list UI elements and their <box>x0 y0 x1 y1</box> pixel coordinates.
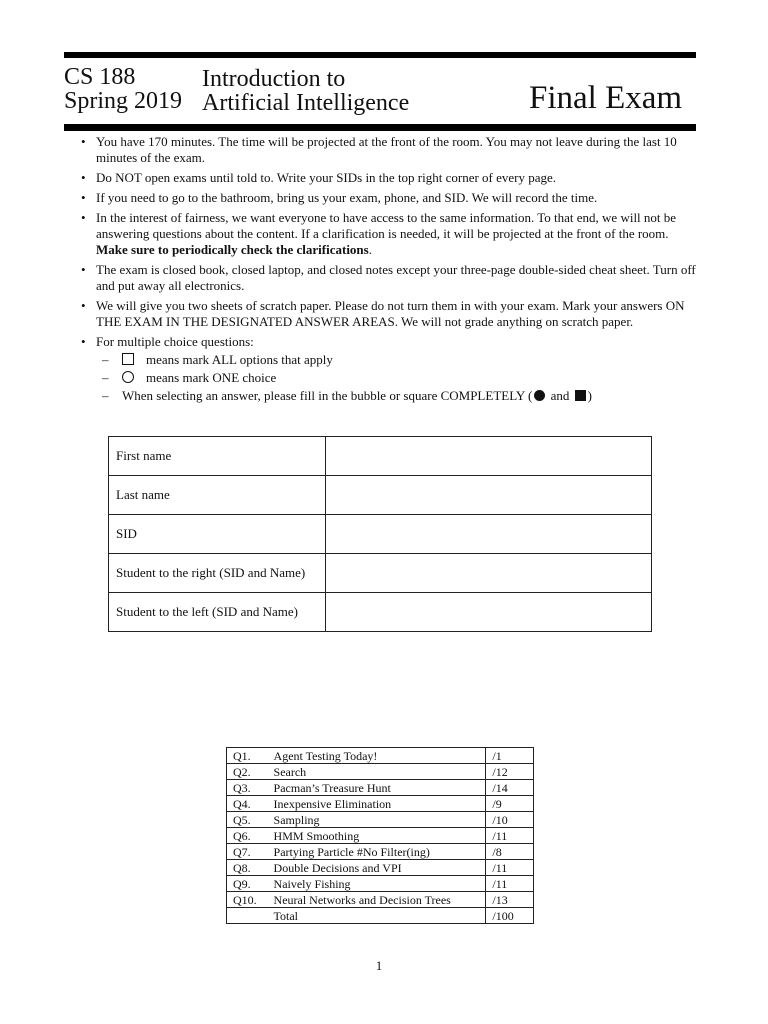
square-rule-text: means mark ALL options that apply <box>146 352 333 367</box>
table-row <box>227 876 534 892</box>
score-table <box>226 747 534 924</box>
question-points: /11 <box>486 860 534 876</box>
fill-rule-and: and <box>550 388 570 403</box>
question-title: Agent Testing Today! <box>273 748 378 763</box>
student-left-field[interactable] <box>326 593 652 632</box>
mc-circle-rule <box>96 370 698 386</box>
clarifications-emphasis: Make sure to periodically check the clarifications <box>96 242 369 257</box>
question-title: Search <box>273 764 307 779</box>
dash: – <box>102 352 109 367</box>
table-row <box>227 812 534 828</box>
header-rule-top <box>64 52 696 58</box>
filled-square-icon <box>575 390 586 401</box>
table-row <box>109 476 652 515</box>
circle-rule-text: means mark ONE choice <box>146 370 277 385</box>
question-points: /10 <box>486 812 534 828</box>
instruction-item: • Do NOT open exams until told to. Write your SIDs in the top right corner of every page. <box>80 170 698 186</box>
table-row <box>109 593 652 632</box>
question-number: Q1. <box>227 748 268 764</box>
question-number: Q5. <box>227 812 268 828</box>
instruction-item: • We will give you two sheets of scratch paper. Please do not turn them in with your exam. Mark your answers ON THE EXAM IN THE DESIGNATED ANSWER AREAS. We will not grade anything on scratch paper. <box>80 298 698 330</box>
question-number: Q2. <box>227 764 268 780</box>
question-title: HMM Smoothing <box>273 828 360 843</box>
question-number: Q9. <box>227 876 268 892</box>
question-points: /11 <box>486 876 534 892</box>
last-name-label: Last name <box>109 476 326 515</box>
student-right-field[interactable] <box>326 554 652 593</box>
dash: – <box>102 370 109 385</box>
table-row <box>227 764 534 780</box>
instruction-item: • If you need to go to the bathroom, bring us your exam, phone, and SID. We will record the time. <box>80 190 698 206</box>
instruction-item-multiple-choice <box>80 334 698 404</box>
table-row <box>227 844 534 860</box>
course-subject-line2: Artificial Intelligence <box>202 90 410 116</box>
course-number: CS 188 <box>64 64 136 90</box>
question-number: Q7. <box>227 844 268 860</box>
course-subject-line1: Introduction to <box>202 66 346 92</box>
sid-field[interactable] <box>326 515 652 554</box>
question-title: Inexpensive Elimination <box>273 796 392 811</box>
question-points: /14 <box>486 780 534 796</box>
question-points: /12 <box>486 764 534 780</box>
table-row <box>227 892 534 908</box>
first-name-field[interactable] <box>326 437 652 476</box>
question-points: /11 <box>486 828 534 844</box>
fairness-text: In the interest of fairness, we want everyone to have access to the same information. To that end, we will not be answering questions about the content. If a clarification is needed, it will be projected at the front of the room. <box>96 210 677 241</box>
total-label: Total <box>273 908 299 923</box>
question-title: Neural Networks and Decision Trees <box>273 892 451 907</box>
question-title: Pacman’s Treasure Hunt <box>273 780 391 795</box>
empty-square-icon <box>122 353 134 365</box>
empty-circle-icon <box>122 371 134 383</box>
question-number: Q3. <box>227 780 268 796</box>
question-title: Double Decisions and VPI <box>273 860 402 875</box>
question-points: /8 <box>486 844 534 860</box>
student-right-label: Student to the right (SID and Name) <box>109 554 326 593</box>
table-row <box>227 860 534 876</box>
instruction-item-fairness <box>80 210 698 258</box>
table-row <box>227 828 534 844</box>
page-number: 1 <box>375 958 383 973</box>
question-title: Naively Fishing <box>273 876 351 891</box>
instruction-item: • The exam is closed book, closed laptop, and closed notes except your three-page double-sided cheat sheet. Turn off and put away all electronics. <box>80 262 698 294</box>
fairness-end: . <box>368 242 372 257</box>
header-rule-bottom <box>64 124 696 131</box>
student-info-table <box>108 436 652 632</box>
student-left-label: Student to the left (SID and Name) <box>109 593 326 632</box>
sid-label: SID <box>109 515 326 554</box>
fill-rule-close: ) <box>587 388 592 403</box>
question-number: Q8. <box>227 860 268 876</box>
table-row <box>109 515 652 554</box>
question-number <box>227 908 268 924</box>
total-points: /100 <box>486 908 534 924</box>
mc-square-rule <box>96 352 698 368</box>
dash: – <box>102 388 109 403</box>
multiple-choice-intro: For multiple choice questions: <box>96 334 254 349</box>
question-points: /9 <box>486 796 534 812</box>
table-row <box>227 748 534 764</box>
last-name-field[interactable] <box>326 476 652 515</box>
question-number: Q10. <box>227 892 268 908</box>
question-title: Partying Particle #No Filter(ing) <box>273 844 430 859</box>
first-name-label: First name <box>109 437 326 476</box>
table-row <box>227 796 534 812</box>
term: Spring 2019 <box>64 88 183 114</box>
mc-fill-rule <box>96 388 698 404</box>
question-number: Q4. <box>227 796 268 812</box>
question-title: Sampling <box>273 812 320 827</box>
filled-circle-icon <box>534 390 545 401</box>
table-row <box>109 554 652 593</box>
exam-title: Final Exam <box>529 80 683 116</box>
table-row <box>109 437 652 476</box>
question-points: /13 <box>486 892 534 908</box>
table-row-total <box>227 908 534 924</box>
question-points: /1 <box>486 748 534 764</box>
instruction-item: • You have 170 minutes. The time will be projected at the front of the room. You may not leave during the last 10 minutes of the exam. <box>80 134 698 166</box>
table-row <box>227 780 534 796</box>
instructions-list <box>80 134 698 408</box>
fill-rule-text: When selecting an answer, please fill in the bubble or square COMPLETELY ( <box>122 388 533 403</box>
question-number: Q6. <box>227 828 268 844</box>
